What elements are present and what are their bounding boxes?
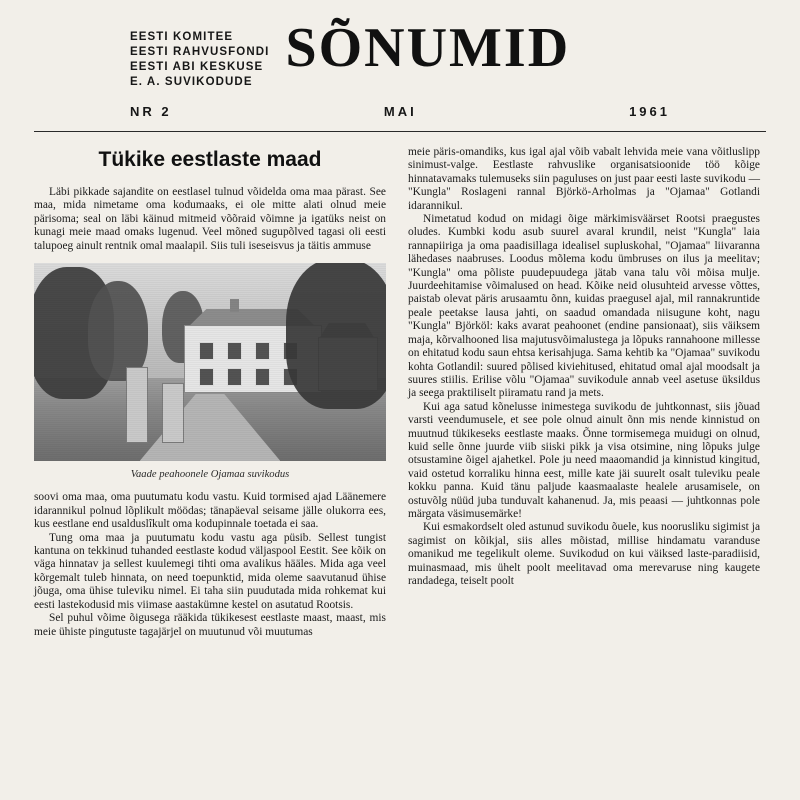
org-line-3: EESTI ABI KESKUSE bbox=[130, 61, 264, 73]
publication-title: SÕNUMID bbox=[285, 17, 571, 79]
paragraph: Läbi pikkade sajandite on eestlasel tulnud võidelda oma maa pärast. See maa, mida nimetame oma kodumaaks, ei ole mitte alati olnud meie pärisoma; seal on läbi käinud mitmeid võõraid võimne ja igatüks neist on kunagi meie maad omaks lugenud. Veel mõned sugupõlved tagasi oli eesti talupoeg ainult rentnik omal maalapil. Siis tuli iseseisvus ja täitis ammuse bbox=[34, 186, 386, 252]
paragraph: soovi oma maa, oma puutumatu kodu vastu. Kuid tormised ajad Läänemere idarannikul polnud lõplikult möödas; tänapäeval seisame jälle olukorra ees, kus eestlane end usalduslîkult oma kodupinnale toetada ei saa. bbox=[34, 491, 386, 531]
masthead bbox=[34, 18, 766, 90]
masthead-divider bbox=[34, 131, 766, 132]
paragraph: Tung oma maa ja puutumatu kodu vastu aga püsib. Sellest tungist kantuna on tekkinud tuhanded eestlaste kodud väljaspool Eestit. See kõik on väga hinnatav ja sellest kuulemegi tihti oma avalikus hääles. Mida aga veel kõrgemalt tuleb hinnata, on need toepunktid, mida oleme saavutanud ühise jõuga, oma ühise tuleviku nimel. Ei taha siin puudutada mida rohkemat kui eesti lastekodusid mis viimase aastakümne kestel on asutatud Rootsis. bbox=[34, 531, 386, 611]
right-column bbox=[408, 146, 760, 639]
org-line-1: EESTI KOMITEE bbox=[130, 31, 234, 43]
photo-grain-overlay bbox=[34, 263, 386, 461]
issue-month: MAI bbox=[383, 104, 417, 119]
article-photo-wrap bbox=[34, 263, 386, 481]
paragraph: Sel puhul võime õigusega rääkida tükikesest eestlaste maast, maast, mis meie ühiste pingutuste tagajärjel on muutunud või muutumas bbox=[34, 612, 386, 638]
org-line-2: EESTI RAHVUSFONDI bbox=[130, 46, 270, 58]
issue-year: 1961 bbox=[629, 104, 670, 119]
issue-line bbox=[130, 104, 670, 119]
paragraph: Nimetatud kodud on midagi õige märkimisväärset Rootsi praegustes oludes. Kumbki kodu asub suurel avaral krundil, neist "Kungla" laia rannapiiriga ja oma paadisillaga idealisel supluskohal, "Ojamaa" liivaranna lähedases naabruses. Loodus mõlema kodu ümbruses on ilus ja meelitav; "Kungla" oma põliste puudepuudega jätab vana talu või mõisa mulje. Juurdeehitamise võimalused on head. Kõike neid olusuhteid arvesse võttes, paistab olevat päris arusaamtu õnn, kuidas praegusel ajal, mil rannakruntide peale peetakse lausa jahti, on saadud omandada niisugune koht, nagu "Kungla" Björköl: kaks avarat peahoonet (endine pansionaat), siis väiksem maja, kõrvalhooned lisa majutusvõimalustega ja lõpuks rannahoone millesse on ehitatud kodu saun ehtsa kerisahjuga. Sama kehtib ka "Ojamaa" suvikodu kohta Gotlandil: suured põlised kiviehitused, ehitatud omal ajal moodsalt ja suures stiilis. Erilise võlu "Ojamaa" suvikodule annab veel asetuse üksildus ja seega praktiliselt piiramatu rand ja mets. bbox=[408, 213, 760, 400]
issue-number: NR 2 bbox=[130, 104, 172, 119]
masthead-organisation-lines bbox=[130, 24, 269, 90]
org-line-4: E. A. SUVIKODUDE bbox=[130, 76, 253, 88]
article-body bbox=[34, 146, 766, 639]
left-column bbox=[34, 146, 386, 639]
paragraph: Kui esmakordselt oled astunud suvikodu õuele, kus noorusliku sigimist ja sagimist on kõikjal, siis alles mõistad, millise hindamatu varanduse omanikud me tegelikult oleme. Suvikodud on kui väiksed laste-paradiisid, muinasmaad, mis ühelt poolt meelitavad oma merevaruse ning kaugete randadega, teiselt poolt bbox=[408, 521, 760, 587]
photo-caption: Vaade peahoonele Ojamaa suvikodus bbox=[130, 469, 290, 481]
paragraph: meie päris-omandiks, kus igal ajal võib vabalt lehvida meie vana võitluslipp sinimust-valge. Eestlaste rahvuslike organisatsioonide töö kõige hinnatavamaks tulemuseks siin paguluses on just paar eesti laste suvikodu — "Kungla" Roslageni rannal Björkö-Arholmas ja "Ojamaa" Gotlandi idarannikul. bbox=[408, 146, 760, 212]
article-photo bbox=[34, 263, 386, 461]
paragraph: Kui aga satud kõnelusse inimestega suvikodu de juhtkonnast, siis jõuad varsti veendumusele, et see pole olnud ainult õnn mis nende kinnistud on muutnud tükikeseks eestlaste maaks. Õnne tormisemega muidugi on olnud, kuid selle õnne juurde viib siiski pikk ja visa otsimine, ning lõpuks julge otsustamine õigel ajahetkel. Pole ju need maaomandid ja kinnistud kingitud, vaid ostetud korraliku hinna eest, mille kate jäi suurelt osalt tuleviku peale kokku panna. Kuid tänu paljude kaasmaalaste healele arusamisele, on ostuvõlg nüüd juba tunduvalt kahanenud. Ja, mis peaasi — juhtkonnas pole märgata väsimusemärke! bbox=[408, 400, 760, 520]
article-headline: Tükike eestlaste maad bbox=[98, 148, 322, 171]
